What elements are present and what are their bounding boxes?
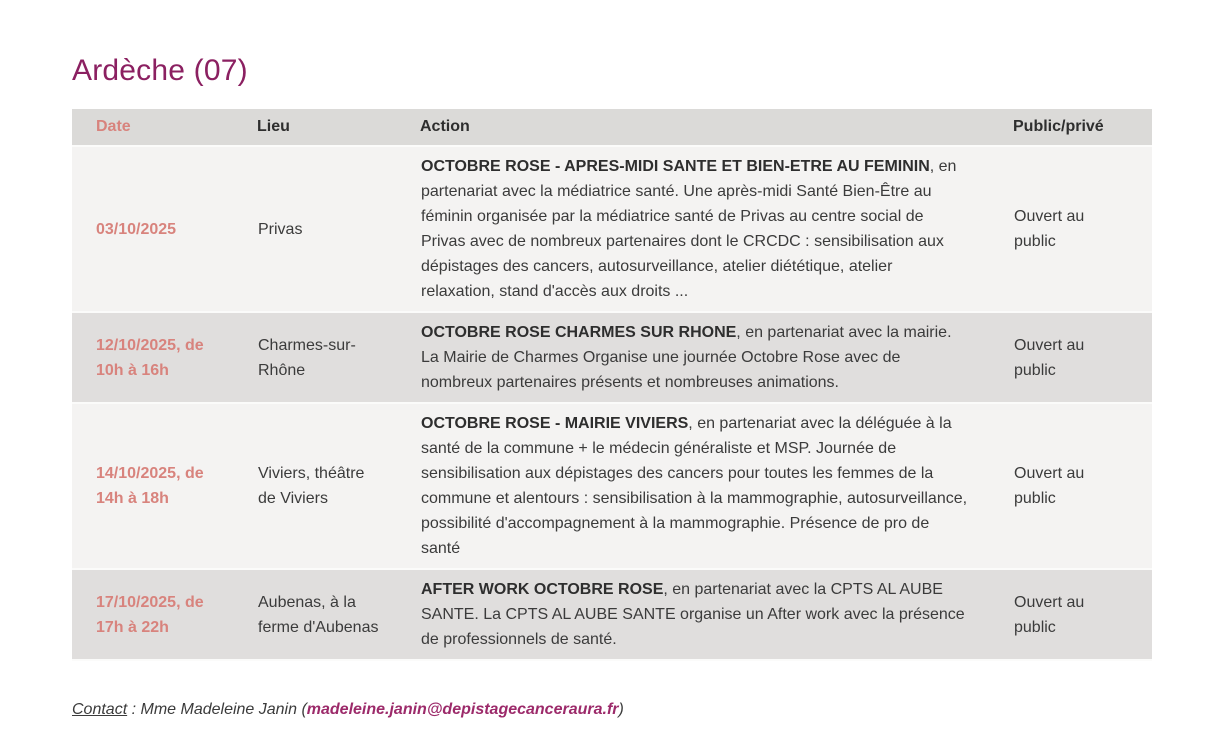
column-header-date: Date bbox=[72, 109, 257, 146]
table-header bbox=[72, 109, 1152, 146]
event-date: 03/10/2025 bbox=[72, 146, 257, 312]
contact-label: Contact bbox=[72, 701, 128, 718]
event-title: AFTER WORK OCTOBRE ROSE bbox=[421, 581, 664, 598]
column-header-lieu: Lieu bbox=[257, 109, 420, 146]
event-description bbox=[420, 569, 1013, 660]
contact-name: Mme Madeleine Janin bbox=[140, 701, 302, 718]
event-audience: Ouvert au public bbox=[1013, 146, 1152, 312]
event-place: Aubenas, à la ferme d'Aubenas bbox=[257, 569, 420, 660]
table-row bbox=[72, 146, 1152, 312]
paren-open: ( bbox=[301, 701, 307, 718]
event-description bbox=[420, 146, 1013, 312]
page-title: Ardèche (07) bbox=[72, 54, 248, 87]
event-place: Privas bbox=[257, 146, 420, 312]
event-date: 14/10/2025, de 14h à 18h bbox=[72, 403, 257, 569]
event-title: OCTOBRE ROSE CHARMES SUR RHONE bbox=[421, 324, 737, 341]
event-details: , en partenariat avec la médiatrice santé. Une après-midi Santé Bien-Être au féminin organisée par la médiatrice santé de Privas au centre social de Privas avec de nombreux partenaires dont le CRCDC : sensibilisation aux dépistages des cancers, autosurveillance, atelier diététique, atelier relaxation, stand d'accès aux droits ... bbox=[421, 158, 957, 300]
column-header-public: Public/privé bbox=[1013, 109, 1152, 146]
event-description bbox=[420, 312, 1013, 403]
event-details: , en partenariat avec la mairie. La Mairie de Charmes Organise une journée Octobre Rose avec de nombreux partenaires présents et nombreuses animations. bbox=[421, 324, 952, 391]
paren-close: ) bbox=[618, 701, 624, 718]
event-details: , en partenariat avec la déléguée à la santé de la commune + le médecin généraliste et MSP. Journée de sensibilisation aux dépistages des cancers pour toutes les femmes de la commune et alentours : sensibilisation à la mammographie, autosurveillance, possibilité d'accompagnement à la mammographie. Présence de pro de santé bbox=[421, 415, 968, 557]
contact-email-link[interactable]: madeleine.janin@depistagecanceraura.fr bbox=[306, 701, 619, 718]
event-audience: Ouvert au public bbox=[1013, 569, 1152, 660]
contact-line bbox=[72, 701, 1157, 719]
table-row bbox=[72, 312, 1152, 403]
event-date: 17/10/2025, de 17h à 22h bbox=[72, 569, 257, 660]
event-description bbox=[420, 403, 1013, 569]
event-title: OCTOBRE ROSE - APRES-MIDI SANTE ET BIEN-ETRE AU FEMININ bbox=[421, 158, 930, 175]
event-title: OCTOBRE ROSE - MAIRIE VIVIERS bbox=[421, 415, 689, 432]
column-header-action: Action bbox=[420, 109, 1013, 146]
event-date: 12/10/2025, de 10h à 16h bbox=[72, 312, 257, 403]
event-place: Viviers, théâtre de Viviers bbox=[257, 403, 420, 569]
table-row bbox=[72, 403, 1152, 569]
event-place: Charmes-sur-Rhône bbox=[257, 312, 420, 403]
event-audience: Ouvert au public bbox=[1013, 312, 1152, 403]
event-audience: Ouvert au public bbox=[1013, 403, 1152, 569]
header-row bbox=[72, 109, 1152, 146]
events-table bbox=[72, 109, 1152, 661]
event-details: , en partenariat avec la CPTS AL AUBE SANTE. La CPTS AL AUBE SANTE organise un After work avec la présence de professionnels de santé. bbox=[421, 581, 965, 648]
contact-separator: : bbox=[127, 701, 141, 718]
table-row bbox=[72, 569, 1152, 660]
